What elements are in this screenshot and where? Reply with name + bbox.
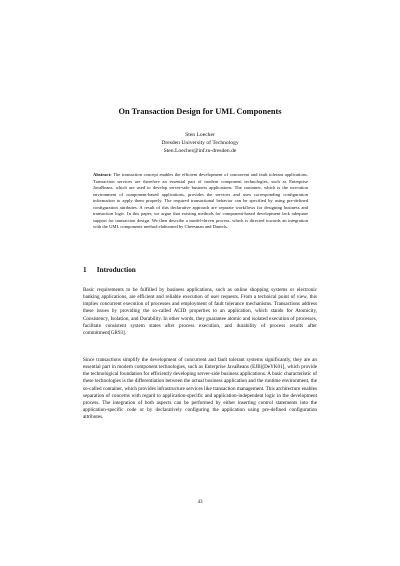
paper-title: On Transaction Design for UML Components <box>118 107 282 116</box>
abstract-label: Abstract: <box>93 172 112 177</box>
body-paragraph-1: Basic requirements to be fulfilled by business applications, such as online shopping systems or electronic banking applications, are efficient and reliable execution of user requests. From a technical point of view, this implies concurrent execution of processes and employment of fault tolerance mechanisms. Transactions address these issues by providing the so-called ACID properties to an application, which stands for Atomicity, Consistency, Isolation, and Durability. In other words, they guarantee atomic and isolated execution of processes, facilitate consistent system states after process execution, and durability of process results after commitment[GR93]. <box>83 287 317 336</box>
body-paragraph-2: Since transactions simplify the development of concurrent and fault tolerant systems significantly, they are an essential part in modern component technologies, such as Enterprise JavaBeans (EJB)[DeYK01], which provide the technological foundation for efficiently developing server-side business applications. A basic characteristic of these technologies is the differentiation between the actual business application and the runtime environment, the so-called container, which provides infrastructure services like transaction management. This architecture enables separation of concerns with regard to application-specific and application-independent logic in the development process. The integration of both aspects can be performed by either inserting control statements into the application-specific code or by declaratively configuring the application using pre-defined configuration attributes. <box>83 357 317 421</box>
section-title: Introduction <box>96 266 136 274</box>
author-name: Sten Loecher <box>185 132 215 138</box>
section-heading <box>83 265 136 275</box>
author-email: Sten.Loecher@inf.tu-dresden.de <box>163 148 237 154</box>
abstract-text: The transaction concept enables the efficient development of concurrent and fault tolerant applications. Transaction services are therefore an essential part of modern component technologies, such as Enterprise JavaBeans, which are used to develop server-side business applications. The container, which is the execution environment of component-based applications, provides the services and uses corresponding configuration information to apply them properly. The required transactional behavior can be specified by using pre-defined configuration attributes. A result of this declarative approach are separate workflows for designing business and transaction logic. In this paper, we argue that existing methods for component-based development lack adequate support for transaction design. We then describe a model-driven process, which is directed towards an integration with the UML components method elaborated by Cheesman and Daniels. <box>93 172 308 230</box>
page-number: 43 <box>197 500 203 505</box>
abstract <box>93 172 308 231</box>
section-number: 1 <box>83 266 87 274</box>
author-affiliation: Dresden University of Technology <box>161 140 239 146</box>
